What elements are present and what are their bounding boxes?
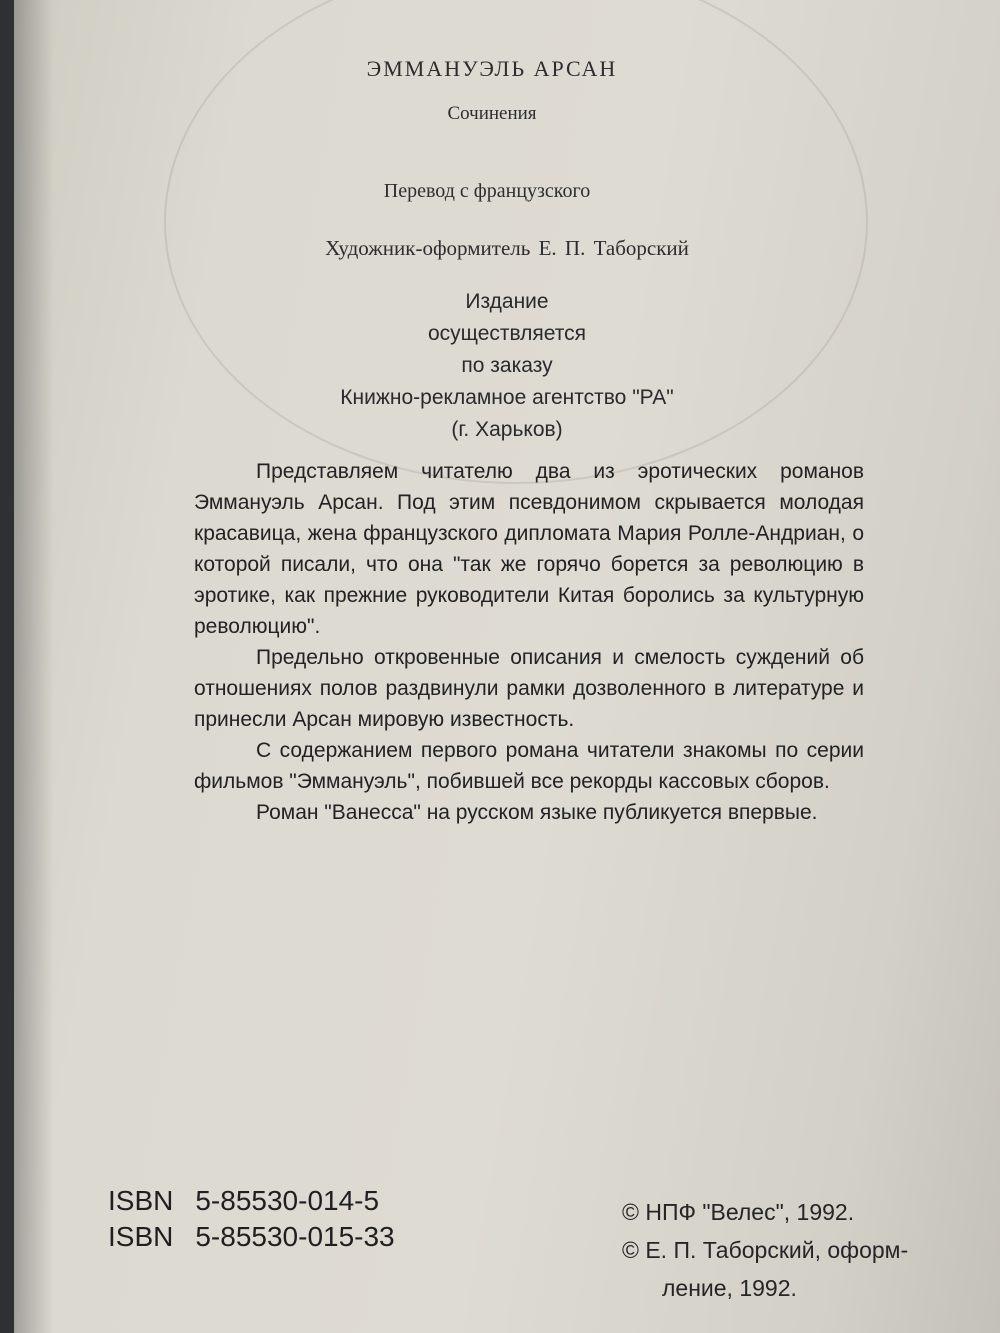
paragraph: С содержанием первого романа читатели знакомы по серии фильмов "Эммануэль", побившей все рекорды кассовых сборов. — [194, 739, 864, 793]
translation-note: Перевод с французского — [383, 180, 591, 202]
isbn-label: ISBN — [108, 1185, 174, 1216]
subtitle: Сочинения — [447, 103, 537, 124]
copyright-line: © НПФ "Велес", 1992. — [622, 1199, 855, 1225]
book-page — [14, 0, 1000, 1333]
copyright-line: ление, 1992. — [662, 1275, 797, 1301]
publisher-block — [14, 286, 1000, 446]
paragraph: Предельно откровенные описания и смелость суждений об отношениях полов раздвинули рамки дозволенного в литературе и принесли Арсан мировую известность. — [194, 646, 864, 731]
isbn-block — [108, 1183, 395, 1255]
publisher-line: Издание — [465, 290, 549, 313]
isbn-label: ISBN — [108, 1221, 174, 1252]
paragraph: Представляем читателю два из эротических романов Эммануэль Арсан. Под этим псевдонимом скрывается молодая красавица, жена французского дипломата Мария Ролле-Андриан, о которой писали, что она "так же горячо борется за революцию в эротике, как прежние руководители Китая боролись за культурную революцию". — [194, 460, 864, 638]
publisher-line: (г. Харьков) — [451, 418, 563, 441]
paragraph: Роман "Ванесса" на русском языке публикуется впервые. — [256, 801, 818, 824]
isbn-line — [108, 1183, 395, 1219]
publisher-line: осуществляется — [427, 322, 587, 345]
copyright-block — [622, 1193, 1000, 1307]
author-name: ЭММАНУЭЛЬ АРСАН — [366, 56, 618, 81]
isbn-number: 5-85530-014-5 — [195, 1185, 380, 1216]
copyright-line: © Е. П. Таборский, оформ- — [622, 1237, 909, 1263]
isbn-number: 5-85530-015-33 — [195, 1221, 395, 1252]
publisher-line: Книжно-рекламное агентство "РА" — [340, 386, 674, 409]
isbn-line — [108, 1219, 395, 1255]
publisher-line: по заказу — [461, 354, 553, 377]
artist-credit: Художник-оформитель Е. П. Таборский — [325, 236, 689, 260]
annotation-text — [194, 456, 864, 828]
